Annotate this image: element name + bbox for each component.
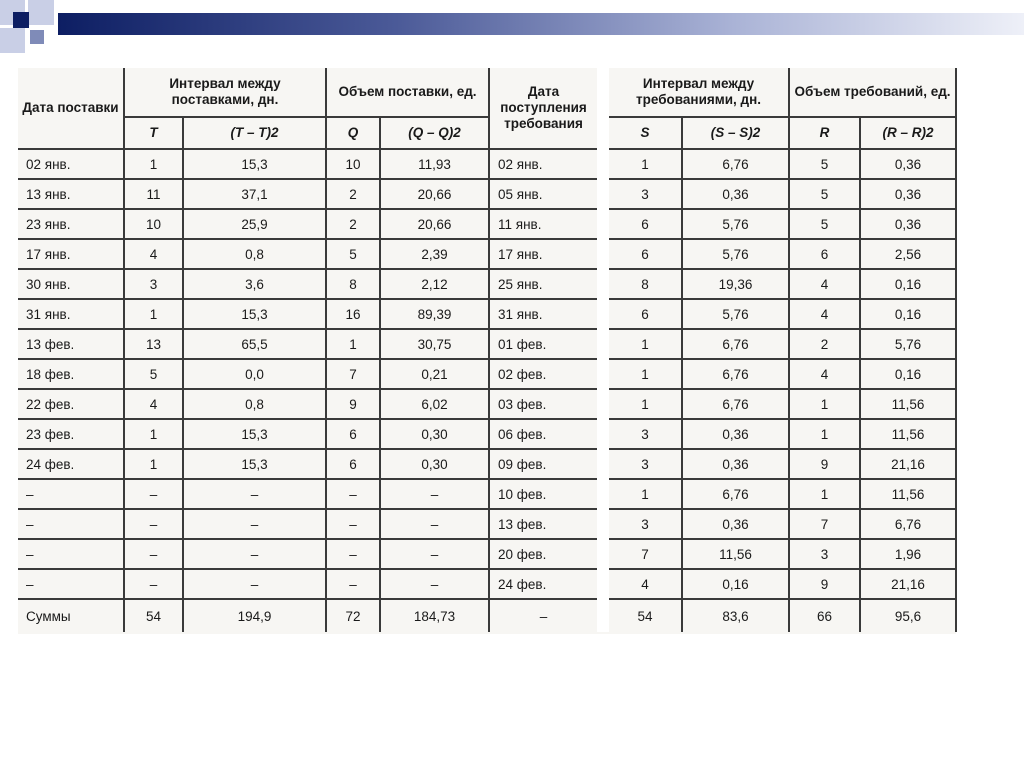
cell-volume-q: 1 (326, 329, 380, 359)
cell-date-delivery: 31 янв. (18, 299, 124, 329)
cell-volume-q-dev: – (380, 479, 489, 509)
table-row (18, 239, 956, 269)
cell-date-request: 31 янв. (489, 299, 597, 329)
cell-interval-s-dev: 6,76 (682, 329, 789, 359)
cell-interval-t: 4 (124, 239, 183, 269)
table-body (18, 149, 956, 632)
cell-volume-r: 9 (789, 449, 860, 479)
cell-date-delivery: – (18, 539, 124, 569)
cell-volume-r: 5 (789, 149, 860, 179)
cell-volume-r-dev: 11,56 (860, 419, 956, 449)
header-date-request: Дата поступления требования (489, 68, 597, 149)
cell-interval-s: 3 (609, 419, 682, 449)
cell-interval-t-dev: – (183, 509, 326, 539)
cell-volume-q-dev: 0,21 (380, 359, 489, 389)
cell-volume-r-dev: 0,16 (860, 269, 956, 299)
cell-volume-q: 5 (326, 239, 380, 269)
cell-interval-t: 3 (124, 269, 183, 299)
cell-interval-t-dev: 15,3 (183, 149, 326, 179)
cell-interval-s: 1 (609, 149, 682, 179)
column-gap (597, 599, 609, 632)
corner-square-light (28, 0, 54, 25)
cell-volume-r: 1 (789, 389, 860, 419)
cell-interval-s: 1 (609, 329, 682, 359)
cell-interval-t-dev: 0,0 (183, 359, 326, 389)
cell-date-delivery: – (18, 509, 124, 539)
cell-interval-t-dev: – (183, 479, 326, 509)
cell-volume-r: 4 (789, 299, 860, 329)
subheader-s: S (609, 117, 682, 149)
table-row (18, 479, 956, 509)
cell-interval-s-dev: 0,16 (682, 569, 789, 599)
cell-volume-r: 3 (789, 539, 860, 569)
cell-volume-r-dev: 5,76 (860, 329, 956, 359)
header-date-delivery: Дата поставки (18, 68, 124, 149)
table-row (18, 569, 956, 599)
cell-volume-r: 4 (789, 269, 860, 299)
cell-interval-s-dev: 6,76 (682, 359, 789, 389)
cell-volume-r: 1 (789, 419, 860, 449)
cell-volume-r: 1 (789, 479, 860, 509)
cell-volume-q-dev: 0,30 (380, 449, 489, 479)
cell-volume-q-dev: – (380, 539, 489, 569)
table-row (18, 269, 956, 299)
column-gap (597, 359, 609, 389)
cell-volume-r-dev: 95,6 (860, 599, 956, 632)
cell-interval-s: 1 (609, 479, 682, 509)
cell-interval-t: – (124, 509, 183, 539)
cell-interval-t-dev: 0,8 (183, 389, 326, 419)
cell-interval-s-dev: 83,6 (682, 599, 789, 632)
cell-date-request: 20 фев. (489, 539, 597, 569)
cell-interval-s-dev: 0,36 (682, 449, 789, 479)
sums-row (18, 599, 956, 632)
cell-date-request: 09 фев. (489, 449, 597, 479)
cell-volume-q: 16 (326, 299, 380, 329)
cell-interval-s-dev: 6,76 (682, 149, 789, 179)
cell-date-delivery: Суммы (18, 599, 124, 632)
subheader-r: R (789, 117, 860, 149)
table-row (18, 299, 956, 329)
cell-volume-r-dev: 0,16 (860, 359, 956, 389)
cell-volume-r: 5 (789, 209, 860, 239)
table-row (18, 389, 956, 419)
cell-interval-t: 10 (124, 209, 183, 239)
statistics-table (18, 68, 956, 634)
cell-volume-r-dev: 0,36 (860, 179, 956, 209)
cell-date-delivery: 24 фев. (18, 449, 124, 479)
cell-volume-r-dev: 1,96 (860, 539, 956, 569)
header-volume-delivery: Объем поставки, ед. (326, 68, 489, 117)
cell-interval-t: 4 (124, 389, 183, 419)
cell-interval-s-dev: 0,36 (682, 419, 789, 449)
cell-volume-q-dev: 2,12 (380, 269, 489, 299)
subheader-t: T (124, 117, 183, 149)
table-row (18, 359, 956, 389)
cell-volume-q: 6 (326, 419, 380, 449)
cell-interval-s-dev: 5,76 (682, 239, 789, 269)
header-row (18, 68, 956, 117)
cell-interval-t-dev: 15,3 (183, 419, 326, 449)
column-gap (597, 239, 609, 269)
cell-volume-q: – (326, 569, 380, 599)
cell-interval-t-dev: 15,3 (183, 299, 326, 329)
cell-interval-t: – (124, 569, 183, 599)
cell-date-delivery: 30 янв. (18, 269, 124, 299)
column-gap (597, 479, 609, 509)
subheader-t-dev: (T – T)2 (183, 117, 326, 149)
subheader-row (18, 117, 956, 149)
cell-interval-t-dev: – (183, 569, 326, 599)
cell-interval-s: 6 (609, 239, 682, 269)
cell-interval-t: 1 (124, 299, 183, 329)
table-row (18, 449, 956, 479)
cell-interval-t-dev: 0,8 (183, 239, 326, 269)
column-gap (597, 149, 609, 179)
cell-volume-q: – (326, 539, 380, 569)
cell-date-delivery: 02 янв. (18, 149, 124, 179)
delivery-request-table (18, 68, 957, 632)
cell-date-request: 01 фев. (489, 329, 597, 359)
cell-interval-t: 1 (124, 419, 183, 449)
cell-interval-t: 11 (124, 179, 183, 209)
corner-square-light (0, 28, 25, 53)
cell-date-request: 06 фев. (489, 419, 597, 449)
cell-interval-s-dev: 11,56 (682, 539, 789, 569)
cell-interval-t-dev: 25,9 (183, 209, 326, 239)
cell-date-delivery: 17 янв. (18, 239, 124, 269)
cell-volume-r: 5 (789, 179, 860, 209)
cell-date-request: 05 янв. (489, 179, 597, 209)
cell-date-delivery: 22 фев. (18, 389, 124, 419)
cell-interval-t: – (124, 539, 183, 569)
cell-date-request: 13 фев. (489, 509, 597, 539)
cell-interval-s: 6 (609, 209, 682, 239)
cell-volume-r-dev: 0,36 (860, 149, 956, 179)
cell-date-request: 11 янв. (489, 209, 597, 239)
column-gap (597, 449, 609, 479)
column-gap (597, 329, 609, 359)
corner-square-dark (13, 12, 29, 28)
cell-interval-t-dev: – (183, 539, 326, 569)
cell-interval-t: 13 (124, 329, 183, 359)
cell-interval-t-dev: 3,6 (183, 269, 326, 299)
cell-interval-s-dev: 6,76 (682, 479, 789, 509)
cell-interval-s: 54 (609, 599, 682, 632)
cell-interval-s: 4 (609, 569, 682, 599)
cell-interval-s: 6 (609, 299, 682, 329)
cell-interval-t: 5 (124, 359, 183, 389)
subheader-s-dev: (S – S)2 (682, 117, 789, 149)
cell-interval-s-dev: 5,76 (682, 209, 789, 239)
cell-date-request: 02 фев. (489, 359, 597, 389)
cell-volume-q-dev: 184,73 (380, 599, 489, 632)
column-gap (597, 509, 609, 539)
column-gap (597, 539, 609, 569)
cell-interval-s: 3 (609, 509, 682, 539)
cell-interval-s: 1 (609, 359, 682, 389)
header-interval-delivery: Интервал между поставками, дн. (124, 68, 326, 117)
cell-date-request: 24 фев. (489, 569, 597, 599)
subheader-q-dev: (Q – Q)2 (380, 117, 489, 149)
cell-volume-q-dev: 11,93 (380, 149, 489, 179)
cell-date-delivery: – (18, 479, 124, 509)
cell-volume-q: 9 (326, 389, 380, 419)
table-row (18, 329, 956, 359)
cell-volume-r-dev: 21,16 (860, 569, 956, 599)
cell-volume-q-dev: 6,02 (380, 389, 489, 419)
cell-interval-s-dev: 5,76 (682, 299, 789, 329)
table-row (18, 509, 956, 539)
cell-volume-r: 7 (789, 509, 860, 539)
cell-volume-r-dev: 11,56 (860, 389, 956, 419)
column-gap (597, 179, 609, 209)
cell-interval-t: – (124, 479, 183, 509)
cell-volume-q-dev: 89,39 (380, 299, 489, 329)
cell-date-delivery: 23 янв. (18, 209, 124, 239)
cell-volume-q-dev: – (380, 509, 489, 539)
cell-volume-r-dev: 6,76 (860, 509, 956, 539)
cell-date-request: 25 янв. (489, 269, 597, 299)
cell-interval-t-dev: 65,5 (183, 329, 326, 359)
header-gradient-bar (58, 13, 1024, 35)
cell-date-delivery: 13 фев. (18, 329, 124, 359)
subheader-r-dev: (R – R)2 (860, 117, 956, 149)
corner-square-mid (30, 30, 44, 44)
cell-volume-q: 72 (326, 599, 380, 632)
cell-volume-q-dev: 20,66 (380, 179, 489, 209)
cell-volume-q: 8 (326, 269, 380, 299)
table-row (18, 149, 956, 179)
cell-volume-q-dev: 20,66 (380, 209, 489, 239)
column-gap (597, 209, 609, 239)
cell-interval-s: 8 (609, 269, 682, 299)
cell-date-delivery: 13 янв. (18, 179, 124, 209)
column-gap (597, 269, 609, 299)
table-row (18, 209, 956, 239)
table-row (18, 419, 956, 449)
header-interval-request: Интервал между требованиями, дн. (609, 68, 789, 117)
cell-volume-r: 4 (789, 359, 860, 389)
cell-interval-t: 54 (124, 599, 183, 632)
cell-date-request: 03 фев. (489, 389, 597, 419)
cell-volume-q-dev: 30,75 (380, 329, 489, 359)
cell-volume-r-dev: 21,16 (860, 449, 956, 479)
cell-interval-s-dev: 6,76 (682, 389, 789, 419)
cell-date-delivery: 18 фев. (18, 359, 124, 389)
cell-date-request: 02 янв. (489, 149, 597, 179)
cell-volume-r-dev: 2,56 (860, 239, 956, 269)
cell-date-delivery: 23 фев. (18, 419, 124, 449)
cell-interval-s-dev: 19,36 (682, 269, 789, 299)
cell-volume-q: – (326, 479, 380, 509)
cell-interval-t-dev: 37,1 (183, 179, 326, 209)
header-volume-request: Объем требований, ед. (789, 68, 956, 117)
cell-date-request: – (539, 608, 548, 624)
cell-volume-r-dev: 0,16 (860, 299, 956, 329)
cell-volume-r-dev: 0,36 (860, 209, 956, 239)
cell-interval-t-dev: 15,3 (183, 449, 326, 479)
column-gap (597, 299, 609, 329)
cell-interval-s: 1 (609, 389, 682, 419)
cell-interval-s-dev: 0,36 (682, 509, 789, 539)
cell-volume-q-dev: 2,39 (380, 239, 489, 269)
cell-volume-q-dev: – (380, 569, 489, 599)
table-row (18, 179, 956, 209)
cell-interval-t-dev: 194,9 (183, 599, 326, 632)
column-gap (597, 569, 609, 599)
cell-volume-q: 2 (326, 179, 380, 209)
cell-interval-s: 3 (609, 449, 682, 479)
cell-volume-q: 6 (326, 449, 380, 479)
column-gap (597, 389, 609, 419)
cell-interval-s-dev: 0,36 (682, 179, 789, 209)
cell-interval-s: 3 (609, 179, 682, 209)
cell-volume-r: 2 (789, 329, 860, 359)
cell-volume-r: 66 (789, 599, 860, 632)
cell-volume-q: – (326, 509, 380, 539)
cell-date-request: 10 фев. (489, 479, 597, 509)
cell-date-request: 17 янв. (489, 239, 597, 269)
cell-volume-q: 7 (326, 359, 380, 389)
cell-volume-r-dev: 11,56 (860, 479, 956, 509)
cell-volume-q: 10 (326, 149, 380, 179)
cell-interval-t: 1 (124, 149, 183, 179)
cell-volume-r: 9 (789, 569, 860, 599)
subheader-q: Q (326, 117, 380, 149)
cell-date-delivery: – (18, 569, 124, 599)
cell-volume-q-dev: 0,30 (380, 419, 489, 449)
cell-interval-s: 7 (609, 539, 682, 569)
cell-volume-r: 6 (789, 239, 860, 269)
column-gap (597, 68, 609, 149)
table-row (18, 539, 956, 569)
column-gap (597, 419, 609, 449)
cell-volume-q: 2 (326, 209, 380, 239)
cell-interval-t: 1 (124, 449, 183, 479)
